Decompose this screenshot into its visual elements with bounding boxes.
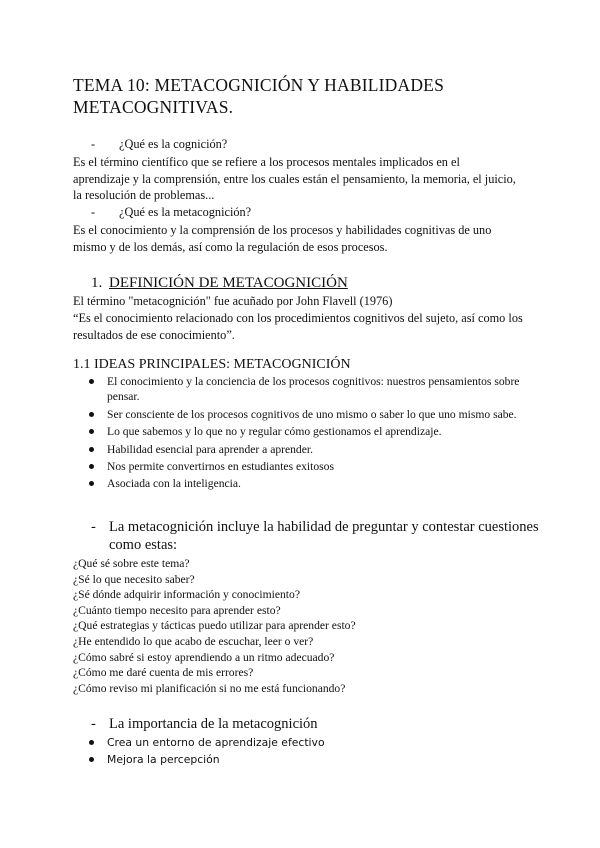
question-metacognicion-label: ¿Qué es la metacognición? [119,205,252,219]
importancia-heading-text: La importancia de la metacognición [109,716,318,732]
question-item: ¿Sé dónde adquirir información y conocimiento? [73,588,300,602]
dash-marker: - [91,519,96,535]
list-item-text: Asociada con la inteligencia. [107,477,241,491]
bullet-icon [89,740,94,745]
list-item-text: El conocimiento y la conciencia de los procesos cognitivos: nuestros pensamientos sobre pensar. [107,375,520,404]
question-item: ¿Qué estrategias y tácticas puedo utilizar para aprender esto? [73,619,356,633]
question-item: ¿Qué sé sobre este tema? [73,557,190,570]
habilidad-heading-text: La metacognición incluye la habilidad de preguntar y contestar cuestiones como estas: [109,519,539,553]
list-item [73,442,537,457]
question-item: ¿Sé lo que necesito saber? [73,572,195,586]
page-title-line-2: METACOGNITIVAS. [73,97,234,117]
list-item [73,476,537,491]
list-item-text: Habilidad esencial para aprender a aprender. [107,442,313,456]
answer-cognicion: Es el término científico que se refiere a los procesos mentales implicados en el aprendizaje y la comprensión, entre los cuales están el pensamiento, la memoria, el juicio, la resolución de problemas... [73,155,516,202]
list-item [73,735,537,750]
question-item: ¿Cómo sabré si estoy aprendiendo a un ritmo adecuado? [73,650,335,664]
dash-marker: - [91,205,96,219]
ideas-bullet-list [73,374,537,494]
question-item: ¿Cómo me daré cuenta de mis errores? [73,666,254,680]
list-item [73,374,537,405]
bullet-icon [89,429,94,434]
bullet-icon [89,464,94,469]
list-item-text: Nos permite convertirnos en estudiantes exitosos [107,460,334,474]
section-1-1-title: 1.1 IDEAS PRINCIPALES: METACOGNICIÓN [73,357,351,372]
bullet-icon [89,481,94,486]
dash-marker: - [91,137,96,151]
page-title-line-1: TEMA 10: METACOGNICIÓN Y HABILIDADES [73,75,445,95]
list-item-text: Crea un entorno de aprendizaje efectivo [107,736,325,749]
question-cognicion [73,136,533,153]
section-1-flavell: El término "metacognición" fue acuñado por John Flavell (1976) [73,294,393,308]
question-item: ¿Cómo reviso mi planificación si no me está funcionando? [73,681,346,695]
questions-list [73,556,533,696]
bullet-icon [89,379,94,384]
list-item [73,459,537,474]
bullet-icon [89,412,94,417]
section-1-number: 1. [91,275,103,291]
answer-metacognicion: Es el conocimiento y la comprensión de los procesos y habilidades cognitivas de uno mismo y de los demás, así como la regulación de esos procesos. [73,223,492,254]
habilidad-heading [73,518,543,556]
list-item [73,424,537,439]
bullet-icon [89,447,94,452]
importancia-heading [73,715,533,733]
list-item [73,752,537,767]
section-1-title: DEFINICIÓN DE METACOGNICIÓN [109,275,348,291]
list-item-text: Ser consciente de los procesos cognitivos de uno mismo o saber lo que uno mismo sabe. [107,407,517,421]
question-item: ¿He entendido lo que acabo de escuchar, leer o ver? [73,634,314,648]
question-metacognicion [73,204,533,221]
question-item: ¿Cuánto tiempo necesito para aprender esto? [73,603,281,617]
page-title [73,74,533,118]
section-1-heading [73,273,533,293]
importancia-bullet-list [73,735,537,770]
bullet-icon [89,757,94,762]
list-item-text: Lo que sabemos y lo que no y regular cómo gestionamos el aprendizaje. [107,425,442,439]
dash-marker: - [91,716,96,732]
list-item [73,407,537,422]
section-1-quote: “Es el conocimiento relacionado con los procedimientos cognitivos del sujeto, así como los resultados de ese conocimiento”. [73,311,523,342]
question-cognicion-label: ¿Qué es la cognición? [119,137,228,151]
list-item-text: Mejora la percepción [107,753,220,767]
